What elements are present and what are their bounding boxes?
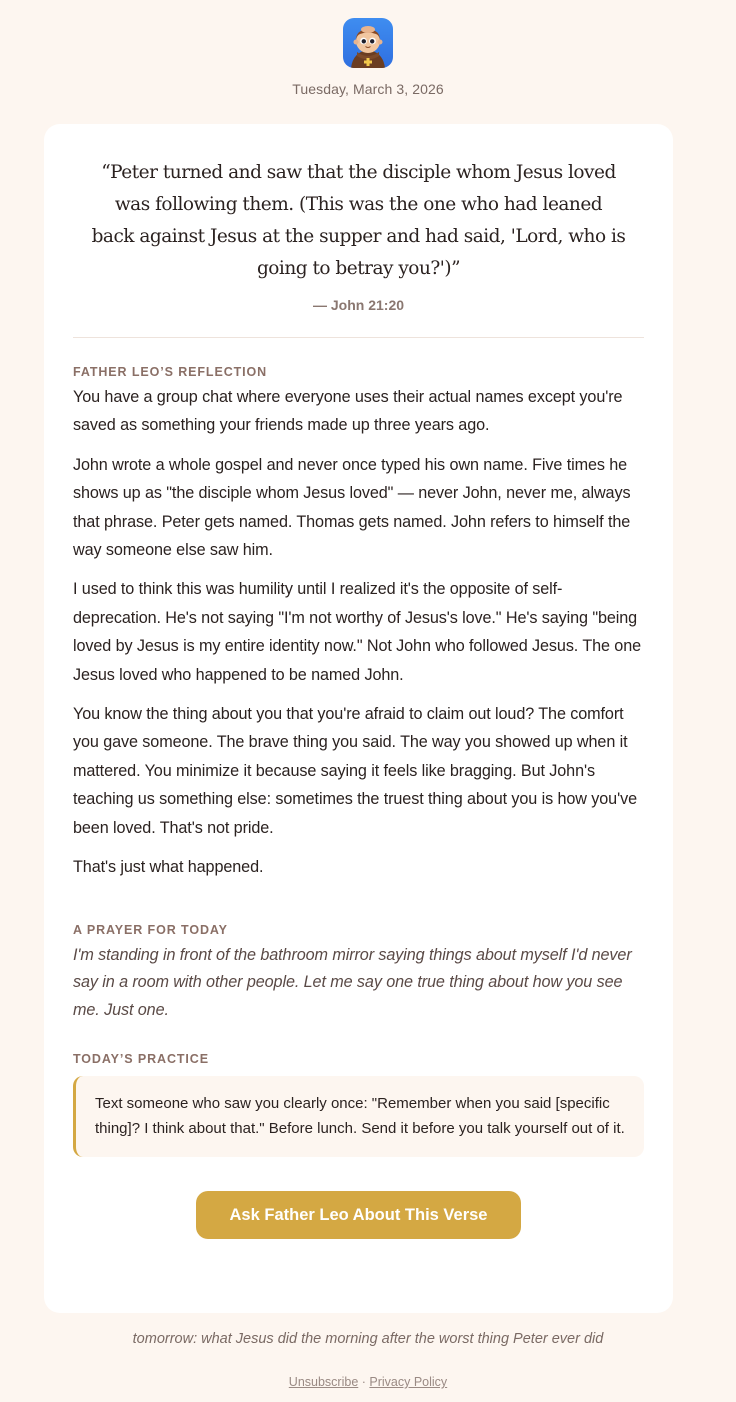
- issue-date: Tuesday, March 3, 2026: [292, 81, 444, 97]
- verse-reference: — John 21:20: [312, 297, 405, 313]
- reflection-body: [73, 383, 644, 882]
- reflection-paragraph: John wrote a whole gospel and never once typed his own name. Five times he shows up as "the disciple whom Jesus loved" — never John, never me, always that phrase. Peter gets named. Thomas gets named. John refers to himself the way someone else saw him.: [73, 455, 631, 560]
- footer-links: [0, 1375, 736, 1389]
- privacy-policy-link[interactable]: Privacy Policy: [369, 1375, 448, 1389]
- practice-heading: TODAY’S PRACTICE: [73, 1052, 209, 1066]
- reflection-heading: FATHER LEO’S REFLECTION: [73, 365, 268, 379]
- prayer-heading: A PRAYER FOR TODAY: [73, 922, 228, 937]
- footer-separator: ·: [358, 1375, 370, 1389]
- prayer-text: I'm standing in front of the bathroom mirror saying things about myself I'd never say in a room with other people. Let me say one true thing about how you see me. Just one.: [73, 945, 632, 1019]
- verse-text: “Peter turned and saw that the disciple whom Jesus loved was following them. (This was the one who had leaned back against Jesus at the supper and had said, 'Lord, who is going to betray you?')”: [91, 162, 626, 279]
- devotional-card: [44, 124, 673, 1313]
- reflection-paragraph: That's just what happened.: [73, 858, 264, 877]
- reflection-paragraph: You have a group chat where everyone uses their actual names except you're saved as something your friends made up three years ago.: [73, 388, 623, 435]
- unsubscribe-link[interactable]: Unsubscribe: [288, 1375, 359, 1389]
- email-header: [0, 0, 736, 97]
- divider: [73, 337, 644, 338]
- reflection-paragraph: You know the thing about you that you're afraid to claim out loud? The comfort you gave someone. The brave thing you said. The way you showed up when it mattered. You minimize it because saying it feels like bragging. But John's teaching us something else: sometimes the truest thing about you is how you've been loved. That's not pride.: [73, 705, 637, 837]
- ask-father-leo-button[interactable]: Ask Father Leo About This Verse: [196, 1191, 521, 1239]
- reflection-paragraph: I used to think this was humility until I realized it's the opposite of self-deprecation. He's not saying "I'm not worthy of Jesus's love." He's saying "being loved by Jesus is my entire identity now." Not John who followed Jesus. The one Jesus loved who happened to be named John.: [73, 580, 642, 684]
- friar-mascot-icon: [343, 18, 393, 68]
- practice-callout: Text someone who saw you clearly once: "Remember when you said [specific thing]? I think about that." Before lunch. Send it before you talk yourself out of it.: [73, 1076, 644, 1157]
- cta-container: [73, 1191, 644, 1239]
- tomorrow-teaser: tomorrow: what Jesus did the morning after the worst thing Peter ever did: [132, 1331, 604, 1347]
